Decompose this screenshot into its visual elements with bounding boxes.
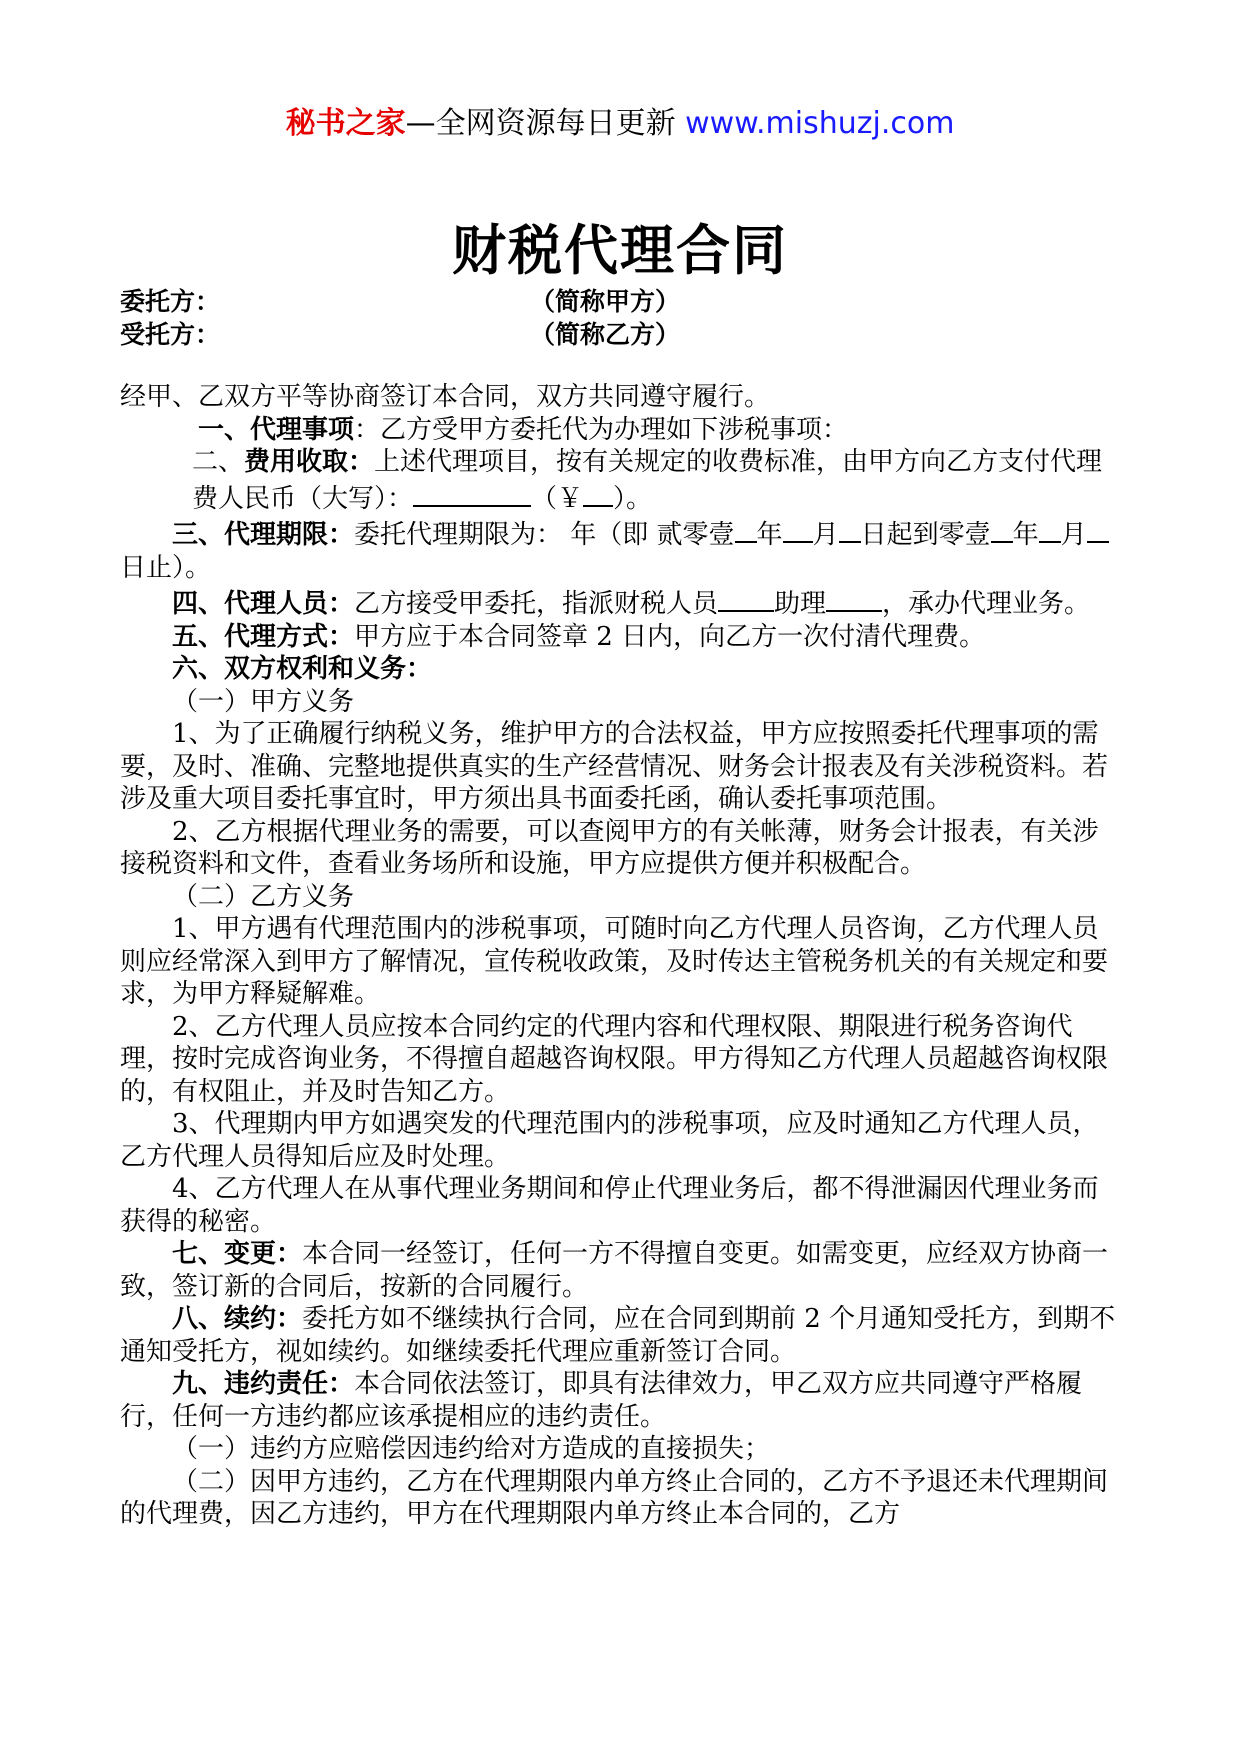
section-6-sub-2: （二）乙方义务 bbox=[172, 881, 355, 912]
section-7-heading: 七、变更： bbox=[172, 1239, 303, 1269]
section-9-item-2: （二）因甲方违约，乙方在代理期限内单方终止合同的，乙方不予退还未代理期间的代理费，因乙方违约，甲方在代理期限内单方终止本合同的，乙方 bbox=[120, 1466, 1109, 1529]
start-year-blank bbox=[735, 515, 757, 543]
end-day-blank bbox=[1087, 515, 1109, 543]
document-title: 财税代理合同 bbox=[452, 219, 788, 282]
agent-label: 受托方： bbox=[120, 320, 221, 349]
section-2-heading: 费用收取： bbox=[244, 447, 375, 477]
header-banner bbox=[0, 104, 1240, 144]
client-label: 委托方： bbox=[120, 287, 221, 316]
section-2-text: 上述代理项目，按有关规定的收费标准，由甲方向乙方支付代理费人民币（大写）： bbox=[192, 447, 1103, 514]
agent-abbr: （简称乙方） bbox=[530, 320, 681, 349]
section-6-para-5: 3、代理期内甲方如遇突发的代理范围内的涉税事项，应及时通知乙方代理人员，乙方代理人员得知后应及时处理。 bbox=[120, 1109, 1099, 1172]
section-1 bbox=[120, 414, 1123, 447]
fee-paren-open: （￥ bbox=[531, 483, 584, 514]
section-5 bbox=[120, 621, 1123, 654]
client-abbr: （简称甲方） bbox=[530, 287, 681, 316]
section-4 bbox=[120, 584, 1123, 621]
section-3-text-4: 日起到零壹 bbox=[860, 520, 991, 550]
section-8 bbox=[120, 1303, 1123, 1368]
client-party-line bbox=[120, 285, 1120, 319]
section-3-heading: 三、代理期限： bbox=[172, 520, 355, 550]
section-3-text-1: 委托代理期限为： 年（即 贰零壹 bbox=[354, 520, 735, 550]
section-6-para-6: 4、乙方代理人在从事代理业务期间和停止代理业务后，都不得泄漏因代理业务而获得的秘密。 bbox=[120, 1174, 1099, 1237]
section-4-text-3: ，承办代理业务。 bbox=[882, 589, 1091, 619]
fee-paren-close: ）。 bbox=[613, 483, 653, 514]
end-year-blank bbox=[991, 515, 1013, 543]
section-2 bbox=[120, 446, 1123, 515]
section-4-heading: 四、代理人员： bbox=[172, 589, 355, 619]
section-6-para-4: 2、乙方代理人员应按本合同约定的代理内容和代理权限、期限进行税务咨询代理，按时完成咨询业务，不得擅自超越咨询权限。甲方得知乙方代理人员超越咨询权限的，有权阻止，并及时告知乙方。 bbox=[120, 1011, 1109, 1107]
banner-slogan: —全网资源每日更新 bbox=[405, 106, 676, 141]
banner-url-link[interactable]: www.mishuzj.com bbox=[685, 106, 955, 141]
section-6-para-3: 1、甲方遇有代理范围内的涉税事项，可随时向乙方代理人员咨询，乙方代理人员则应经常深入到甲方了解情况，宣传税收政策，及时传达主管税务机关的有关规定和要求，为甲方释疑解难。 bbox=[120, 914, 1109, 1009]
section-6-sub-1: （一）甲方义务 bbox=[172, 686, 355, 717]
section-6-para-2: 2、乙方根据代理业务的需要，可以查阅甲方的有关帐薄，财务会计报表，有关涉接税资料和文件，查看业务场所和设施，甲方应提供方便并积极配合。 bbox=[120, 816, 1099, 879]
section-3-text-6: 月 bbox=[1060, 520, 1087, 550]
start-day-blank bbox=[839, 515, 861, 543]
section-3 bbox=[120, 515, 1123, 584]
end-month-blank bbox=[1039, 515, 1061, 543]
section-1-text: ：乙方受甲方委托代为办理如下涉税事项： bbox=[354, 414, 849, 445]
assistant-name-blank bbox=[826, 584, 882, 612]
section-9-heading: 九、违约责任： bbox=[172, 1369, 355, 1399]
intro-paragraph: 经甲、乙双方平等协商签订本合同，双方共同遵守履行。 bbox=[120, 382, 771, 412]
section-2-num: 二、 bbox=[192, 447, 245, 477]
section-4-text-1: 乙方接受甲委托，指派财税人员 bbox=[354, 589, 719, 619]
section-1-heading: 一、代理事项 bbox=[198, 414, 355, 445]
section-7 bbox=[120, 1238, 1123, 1303]
staff-name-blank bbox=[718, 584, 774, 612]
section-9-text: 本合同依法签订，即具有法律效力，甲乙双方应共同遵守严格履行，任何一方违约都应该承提相应的违约责任。 bbox=[120, 1369, 1083, 1432]
fee-number-blank bbox=[583, 479, 613, 507]
section-9-item-1: （一）违约方应赔偿因违约给对方造成的直接损失； bbox=[172, 1434, 771, 1464]
agent-party-line bbox=[120, 318, 1120, 352]
contract-body bbox=[120, 381, 1123, 1531]
section-3-text-5: 年 bbox=[1012, 520, 1039, 550]
section-8-text: 委托方如不继续执行合同，应在合同到期前 2 个月通知受托方，到期不通知受托方，视如续约。如继续委托代理应重新签订合同。 bbox=[120, 1304, 1116, 1367]
section-3-text-3: 月 bbox=[812, 520, 839, 550]
section-8-heading: 八、续约： bbox=[172, 1304, 303, 1334]
section-5-text: 甲方应于本合同签章 2 日内，向乙方一次付清代理费。 bbox=[354, 621, 986, 652]
section-9 bbox=[120, 1368, 1123, 1433]
section-6-heading: 六、双方权利和义务： bbox=[172, 654, 433, 684]
fee-amount-blank bbox=[413, 479, 531, 507]
brand-name: 秘书之家 bbox=[285, 106, 406, 141]
section-3-text-2: 年 bbox=[756, 520, 783, 550]
section-7-text: 本合同一经签订，任何一方不得擅自变更。如需变更，应经双方协商一致，签订新的合同后，按新的合同履行。 bbox=[120, 1239, 1109, 1302]
start-month-blank bbox=[783, 515, 813, 543]
section-6-para-1: 1、为了正确履行纳税义务，维护甲方的合法权益，甲方应按照委托代理事项的需要，及时、准确、完整地提供真实的生产经营情况、财务会计报表及有关涉税资料。若涉及重大项目委托事宜时，甲方须出具书面委托函，确认委托事项范围。 bbox=[120, 719, 1109, 814]
section-3-text-7: 日止）。 bbox=[120, 552, 212, 583]
section-5-heading: 五、代理方式： bbox=[172, 621, 355, 652]
section-4-text-2: 助理 bbox=[774, 589, 827, 619]
section-6-heading-line bbox=[120, 653, 1123, 686]
